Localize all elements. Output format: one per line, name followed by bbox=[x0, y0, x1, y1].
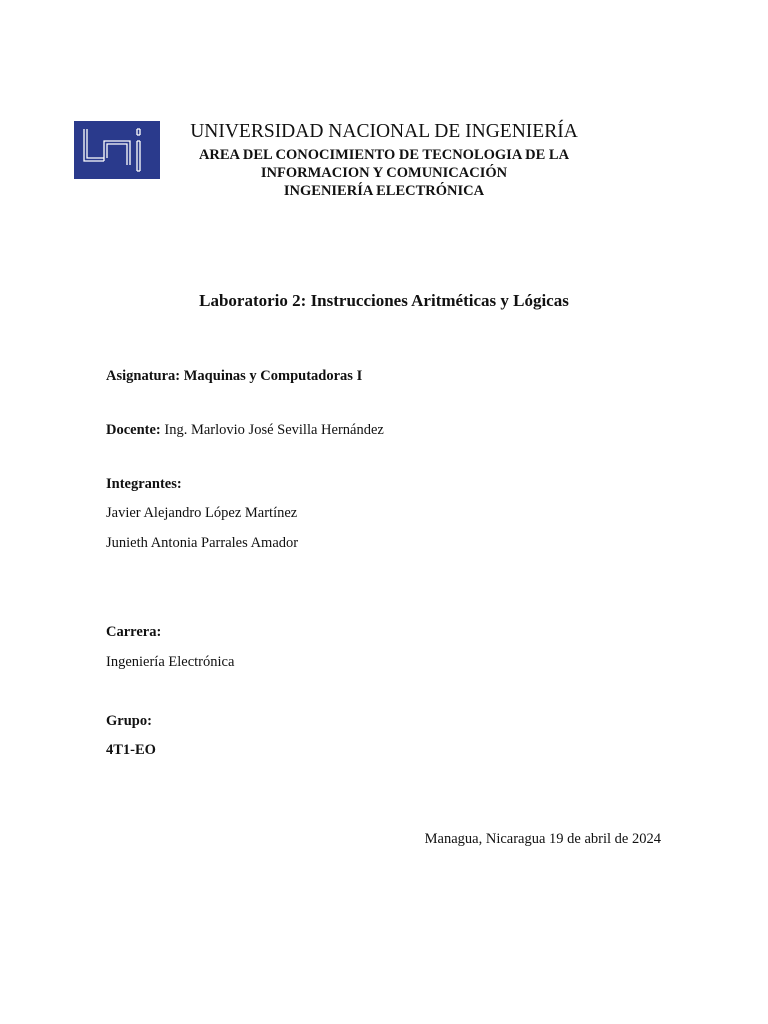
career-label: Carrera: bbox=[106, 624, 162, 640]
member-name-2: Junieth Antonia Parrales Amador bbox=[106, 535, 299, 551]
subject-value: Maquinas y Computadoras I bbox=[183, 368, 363, 384]
group-label: Grupo: bbox=[106, 713, 152, 729]
university-name: UNIVERSIDAD NACIONAL DE INGENIERÍA bbox=[190, 121, 578, 142]
teacher-value: Ing. Marlovio José Sevilla Hernández bbox=[164, 422, 384, 438]
department-name: INGENIERÍA ELECTRÓNICA bbox=[283, 183, 485, 199]
teacher-line bbox=[106, 422, 384, 439]
career-value: Ingeniería Electrónica bbox=[106, 654, 235, 670]
knowledge-area-line1: AREA DEL CONOCIMIENTO DE TECNOLOGIA DE LA bbox=[198, 147, 570, 163]
subject-line bbox=[106, 368, 362, 385]
subject-label: Asignatura: bbox=[106, 368, 181, 384]
group-value: 4T1-EO bbox=[106, 742, 156, 758]
members-label: Integrantes: bbox=[106, 476, 182, 492]
member-name-1: Javier Alejandro López Martínez bbox=[106, 505, 298, 521]
knowledge-area-line2: INFORMACION Y COMUNICACIÓN bbox=[260, 165, 508, 181]
teacher-label: Docente: bbox=[106, 422, 161, 438]
place-and-date: Managua, Nicaragua 19 de abril de 2024 bbox=[424, 831, 661, 847]
document-title: Laboratorio 2: Instrucciones Aritméticas y Lógicas bbox=[199, 291, 569, 310]
